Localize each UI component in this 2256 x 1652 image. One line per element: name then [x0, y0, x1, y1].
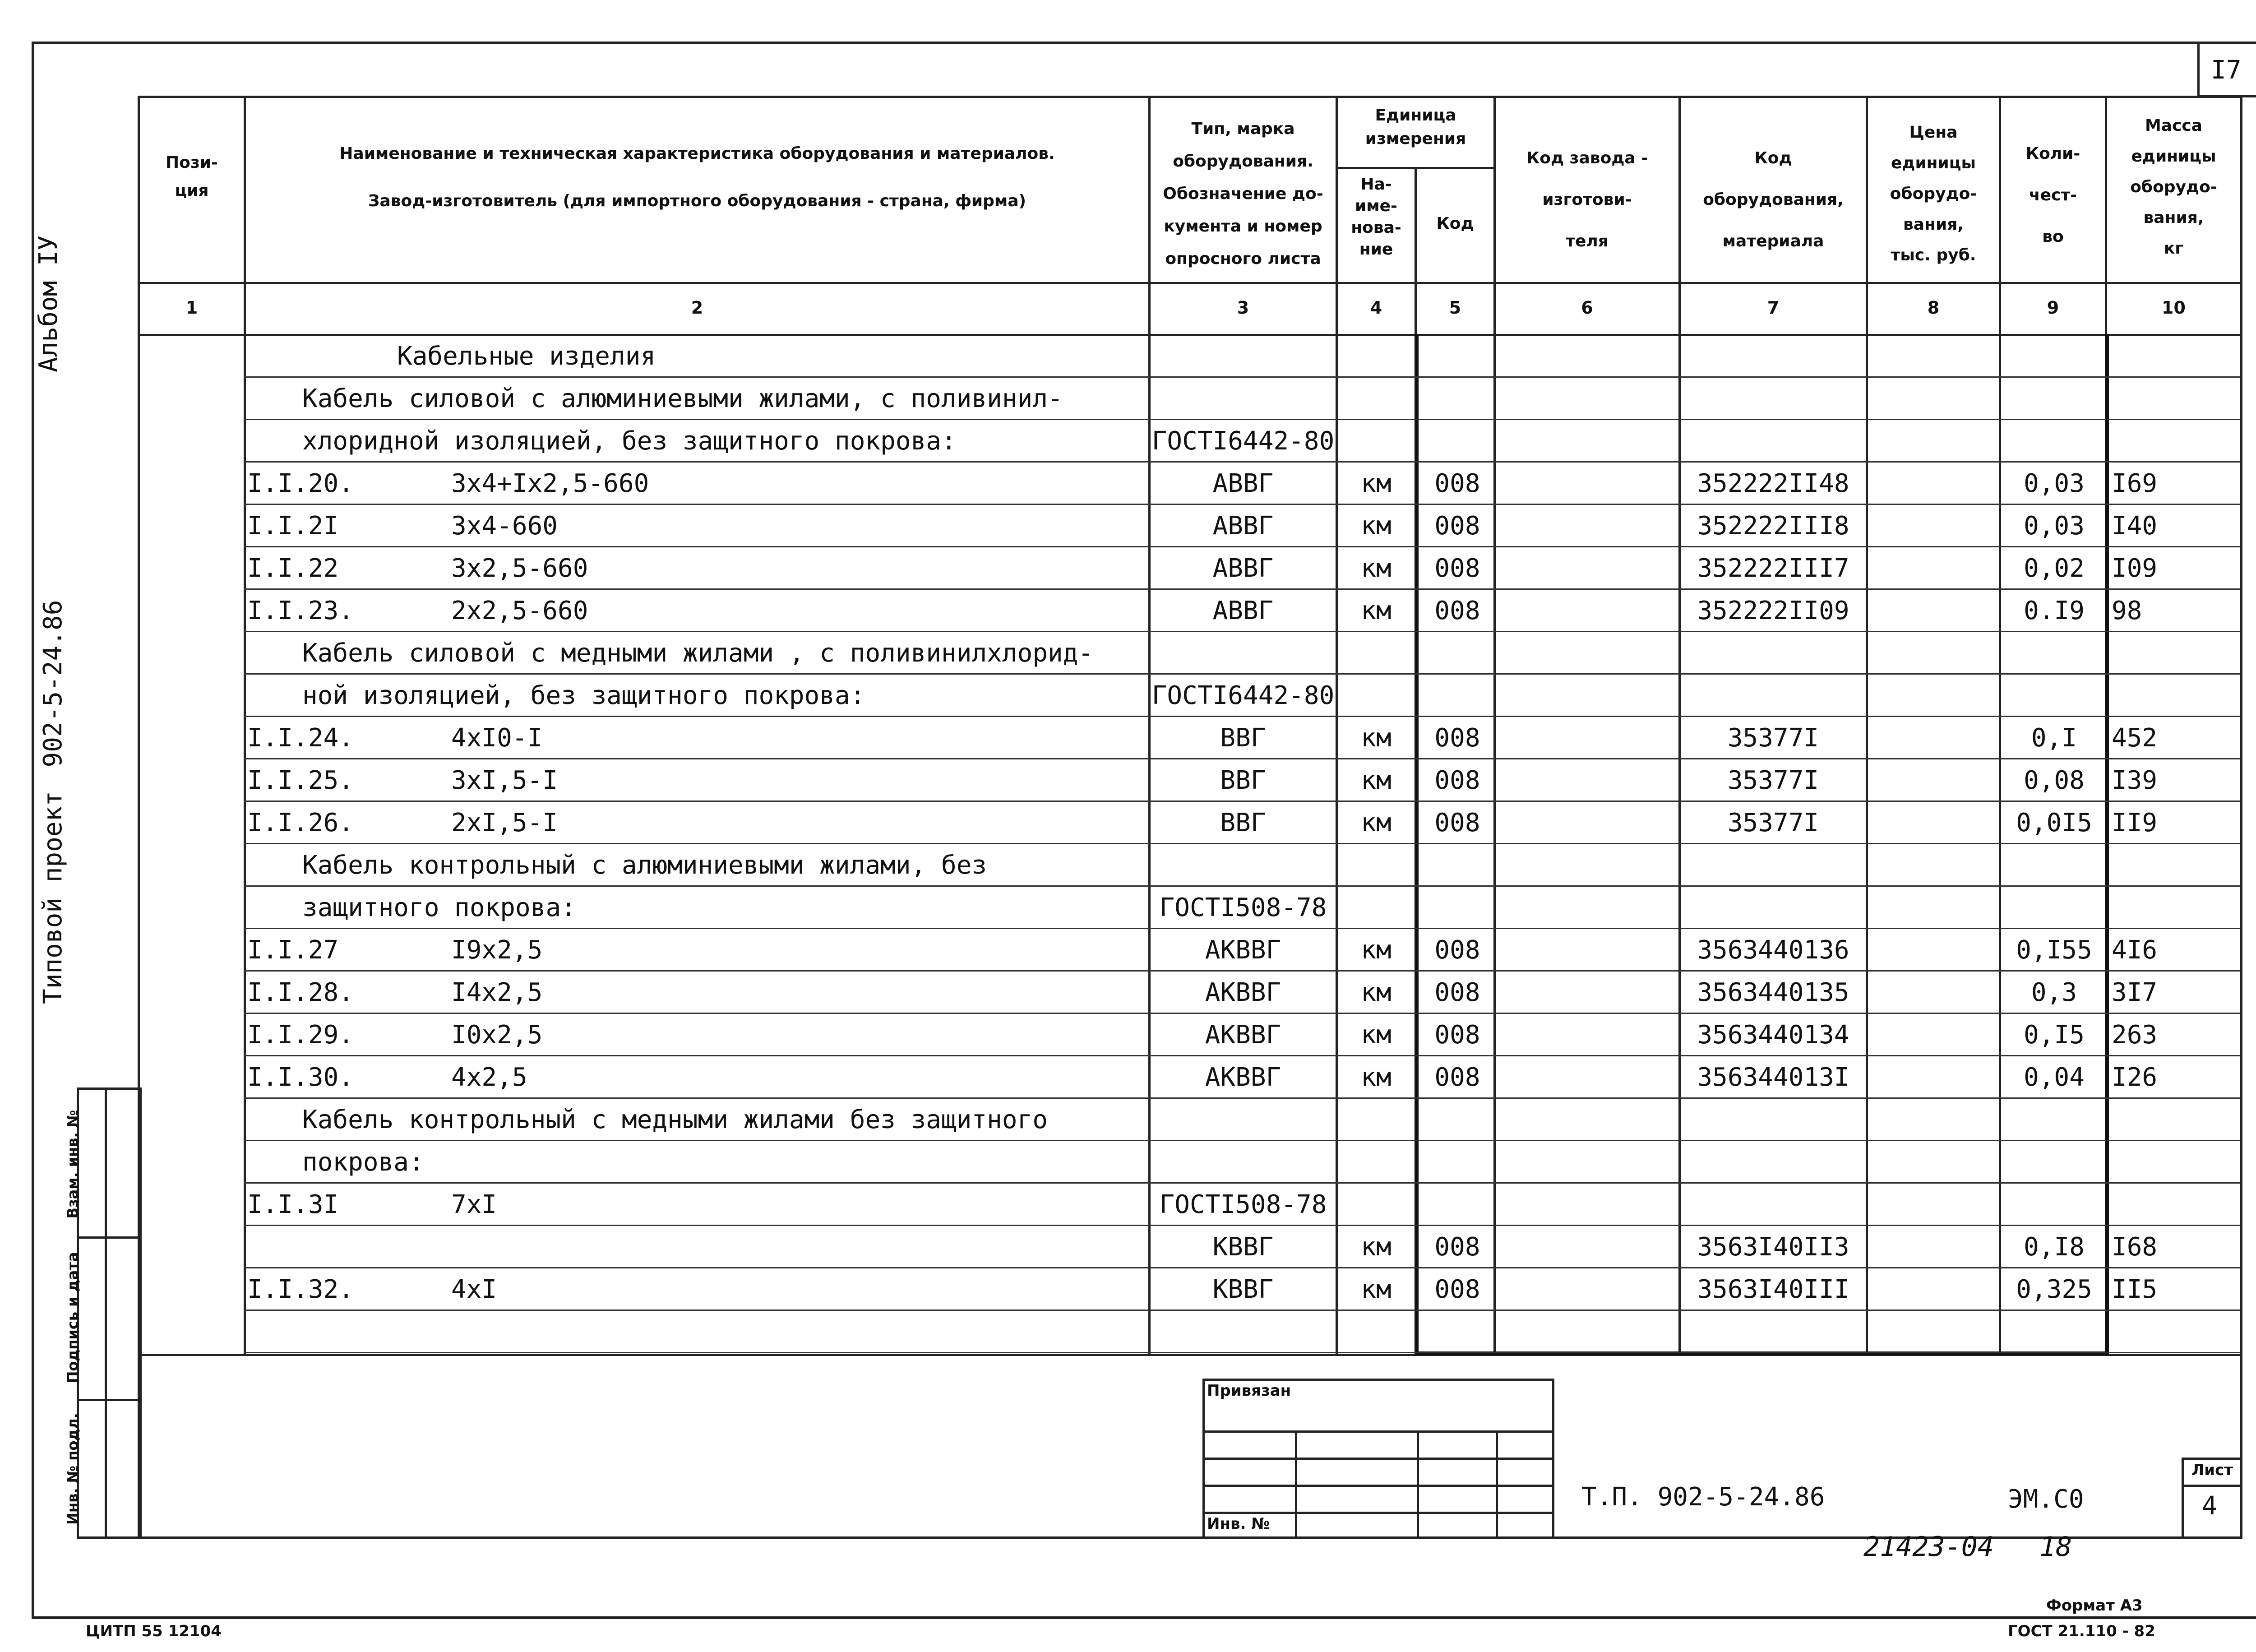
cell-position: I.I.29. [247, 1020, 354, 1050]
cell-unit: км [1361, 511, 1392, 541]
cell-mfr-code [1496, 589, 1678, 632]
cell-name: 4x2,5 [451, 1063, 527, 1092]
cell-position: I.I.20. [247, 469, 354, 498]
cell-position [247, 1310, 356, 1353]
cell-unit-code: 008 [1434, 511, 1480, 541]
cell-mfr-code [1496, 759, 1678, 801]
cell-mfr-code [1496, 547, 1678, 589]
cell-position: I.I.24. [247, 723, 354, 753]
cell-qty [2003, 1310, 2105, 1353]
cell-price [1868, 971, 1999, 1013]
cell-position: I.I.22 [247, 554, 339, 583]
colnum-8: 8 [1927, 298, 1940, 318]
hdr-eq-code: Код оборудования, материала [1703, 149, 1844, 250]
cell-unit-code: 008 [1434, 1020, 1480, 1050]
cell-unit-code [1421, 420, 1493, 462]
cell-mfr-code [1496, 674, 1678, 717]
colnum-4: 4 [1370, 298, 1382, 318]
cell-type [1151, 377, 1336, 420]
colnum-2: 2 [691, 298, 703, 318]
cell-price [1868, 504, 1999, 547]
cell-name: Кабельные изделия [397, 342, 656, 371]
cell-price [1868, 420, 1999, 462]
cell-qty [2003, 674, 2105, 717]
hdr-qty: Коли- чест- во [2025, 144, 2080, 246]
cell-mfr-code [1496, 462, 1678, 504]
cell-mfr-code [1496, 929, 1678, 971]
hdr-type: Тип, марка оборудования. Обозначение до- кумента и номер опросного листа [1163, 120, 1323, 268]
cell-name: Кабель контрольный с алюминиевыми жилами, без [302, 851, 987, 880]
cell-price [1868, 717, 1999, 759]
cell-unit [1338, 632, 1415, 674]
colnum-1: 1 [185, 298, 198, 318]
cell-name: Кабель силовой с алюминиевыми жилами, с поливинил- [302, 384, 1063, 413]
corner-sheet-number: I7 [2211, 56, 2242, 85]
colnum-5: 5 [1449, 298, 1461, 318]
cell-mfr-code [1496, 1056, 1678, 1098]
cell-name: I9x2,5 [451, 935, 543, 965]
cell-price [1868, 1183, 1999, 1226]
cell-unit-code [1421, 335, 1493, 377]
cell-eq-code [1681, 844, 1866, 886]
cell-qty: 0,04 [2024, 1063, 2085, 1092]
cell-name: хлоридной изоляцией, без защитного покрова: [302, 426, 957, 456]
cell-type: ВВГ [1220, 723, 1266, 753]
cell-type: КВВГ [1212, 1275, 1274, 1304]
cell-price [1868, 1098, 1999, 1141]
cell-mass [2112, 1183, 2240, 1226]
cell-qty [2003, 886, 2105, 929]
cell-mass [2112, 632, 2240, 674]
hdr-mfr-code: Код завода - изготови- теля [1526, 149, 1648, 250]
hdr-price: Цена единицы оборудо- вания, тыс. руб. [1890, 123, 1977, 264]
cell-eq-code [1681, 886, 1866, 929]
cell-price [1868, 844, 1999, 886]
cell-unit: км [1361, 935, 1392, 965]
cell-qty: 0,02 [2024, 554, 2085, 583]
cell-name: Кабель контрольный с медными жилами без защитного [302, 1105, 1048, 1134]
cell-qty: 0,I [2031, 723, 2077, 753]
stamp-signature-date: Подпись и дата [64, 1252, 81, 1384]
side-project-type: Типовой проект [38, 791, 68, 1004]
cell-unit: км [1361, 808, 1392, 838]
cell-unit-code: 008 [1434, 808, 1480, 838]
cell-unit-code [1421, 1183, 1493, 1226]
cell-mass: II9 [2112, 808, 2158, 838]
cell-qty [2003, 1141, 2105, 1183]
cell-eq-code [1681, 420, 1866, 462]
cell-unit-code: 008 [1434, 766, 1480, 795]
cell-mass [2112, 674, 2240, 717]
cell-qty: 0,0I5 [2016, 808, 2092, 838]
cell-unit-code: 008 [1434, 554, 1480, 583]
colnum-7: 7 [1767, 298, 1780, 318]
cell-type: АКВВГ [1205, 978, 1281, 1007]
cell-name: 3xI,5-I [451, 766, 558, 795]
cell-mass: 3I7 [2112, 978, 2158, 1007]
cell-eq-code: 35377I [1727, 808, 1819, 838]
cell-unit-code [1421, 674, 1493, 717]
cell-mfr-code [1496, 1268, 1678, 1310]
table-top [138, 96, 2242, 98]
cell-eq-code: 35634401З5 [1697, 978, 1849, 1007]
cell-type [1151, 1141, 1336, 1183]
format-label: Формат А3 [2046, 1596, 2143, 1615]
cell-mfr-code [1496, 1013, 1678, 1056]
cell-name: I4x2,5 [451, 978, 543, 1007]
cell-eq-code: 3563I40III [1697, 1275, 1849, 1304]
stamp-replace-inv: Взам. инв. № [64, 1110, 81, 1219]
cell-eq-code [1681, 1183, 1866, 1226]
cell-name: ной изоляцией, без защитного покрова: [302, 681, 865, 710]
cell-type: АВВГ [1212, 596, 1274, 625]
cell-unit-code [1421, 844, 1493, 886]
cell-name: I0x2,5 [451, 1020, 543, 1050]
cell-unit [1338, 1098, 1415, 1141]
cell-eq-code: 352222II09 [1697, 596, 1849, 625]
cell-unit-code: 008 [1434, 1232, 1480, 1262]
cell-position: I.I.2I [247, 511, 339, 541]
cell-price [1868, 1310, 1999, 1353]
cell-eq-code [1681, 335, 1866, 377]
cell-unit: км [1361, 554, 1392, 583]
cell-price [1868, 674, 1999, 717]
cell-mass [2112, 886, 2240, 929]
sheet-number: 4 [2202, 1491, 2217, 1521]
cell-unit [1338, 886, 1415, 929]
cell-type [1151, 1310, 1336, 1353]
cell-name: 7xI [451, 1190, 497, 1219]
cell-position: I.I.25. [247, 766, 354, 795]
cell-mass: 4I6 [2112, 935, 2158, 965]
cell-unit: км [1361, 1275, 1392, 1304]
cell-eq-code: 352222II48 [1697, 469, 1849, 498]
cell-type: ГОСТI508-78 [1159, 1190, 1327, 1219]
cell-unit-code: 008 [1434, 723, 1480, 753]
cell-position [247, 335, 356, 377]
cell-mfr-code [1496, 1141, 1678, 1183]
cell-type: АВВГ [1212, 554, 1274, 583]
cell-unit: км [1361, 1063, 1392, 1092]
cell-unit-code: 008 [1434, 935, 1480, 965]
cell-mfr-code [1496, 504, 1678, 547]
cell-type [1151, 844, 1336, 886]
cell-type [1151, 632, 1336, 674]
cell-name: 3x2,5-660 [451, 554, 588, 583]
cell-unit-code: 008 [1434, 1275, 1480, 1304]
cell-mass: I39 [2112, 766, 2158, 795]
cell-unit: км [1361, 723, 1392, 753]
cell-mfr-code [1496, 1310, 1678, 1353]
cell-mass [2112, 844, 2240, 886]
cell-price [1868, 801, 1999, 844]
cell-qty: 0,03 [2024, 511, 2085, 541]
cell-qty [2003, 1098, 2105, 1141]
cell-type: ГОСТI6442-80 [1151, 426, 1335, 456]
doc-mark: ЭМ.С0 [2008, 1485, 2084, 1514]
cell-position [247, 1226, 356, 1268]
cell-eq-code [1681, 1310, 1866, 1353]
cell-mass: I40 [2112, 511, 2158, 541]
cell-type: ГОСТI508-78 [1159, 893, 1327, 922]
cell-price [1868, 1056, 1999, 1098]
stamp-inv-orig: Инв. № подл. [64, 1413, 81, 1525]
cell-eq-code: 35377I [1727, 766, 1819, 795]
cell-price [1868, 1268, 1999, 1310]
cell-mfr-code [1496, 717, 1678, 759]
cell-name [451, 1226, 1146, 1268]
cell-mfr-code [1496, 1226, 1678, 1268]
cell-mfr-code [1496, 844, 1678, 886]
cell-eq-code [1681, 1098, 1866, 1141]
hdr-name-line2: Завод-изготовитель (для импортного оборудования - страна, фирма) [368, 192, 1026, 210]
cell-unit-code [1421, 632, 1493, 674]
colnum-6: 6 [1581, 298, 1593, 318]
cell-unit: км [1361, 978, 1392, 1007]
cell-qty [2003, 377, 2105, 420]
cell-name: 2x2,5-660 [451, 596, 588, 625]
cell-unit: км [1361, 596, 1392, 625]
hdr-unit-name: На- име- нова- ние [1351, 175, 1401, 259]
cell-type: АВВГ [1212, 469, 1274, 498]
cell-unit-code: 008 [1434, 978, 1480, 1007]
cell-mass [2112, 1098, 2240, 1141]
cell-mass: I69 [2112, 469, 2158, 498]
cell-eq-code: 352222III8 [1697, 511, 1849, 541]
cell-mass: I68 [2112, 1232, 2158, 1262]
cell-position: I.I.27 [247, 935, 339, 965]
cell-eq-code: 3563I40II3 [1697, 1232, 1849, 1262]
cell-name: 2xI,5-I [451, 808, 558, 838]
cell-qty: 0,I8 [2024, 1232, 2085, 1262]
cell-unit: км [1361, 766, 1392, 795]
cell-qty: 0,I5 [2024, 1020, 2085, 1050]
cell-unit [1338, 674, 1415, 717]
cell-price [1868, 462, 1999, 504]
cell-qty [2003, 420, 2105, 462]
cell-type [1151, 1098, 1336, 1141]
cell-price [1868, 759, 1999, 801]
cell-eq-code: 35634401З6 [1697, 935, 1849, 965]
inv-no-label: Инв. № [1207, 1515, 1270, 1533]
cell-unit-code [1421, 377, 1493, 420]
cell-price [1868, 1013, 1999, 1056]
cell-unit: км [1361, 1020, 1392, 1050]
cell-qty [2003, 844, 2105, 886]
sheet-label: Лист [2191, 1461, 2233, 1479]
cell-eq-code: 35634401ЗI [1697, 1063, 1849, 1092]
cell-position: I.I.3I [247, 1190, 339, 1219]
hdr-position: Пози- ция [166, 153, 218, 200]
cell-type: ВВГ [1220, 766, 1266, 795]
cell-unit-code: 008 [1434, 596, 1480, 625]
cell-qty: 0,3 [2031, 978, 2077, 1007]
cell-unit-code [1421, 886, 1493, 929]
doc-code: Т.П. 902-5-24.86 [1581, 1482, 1825, 1512]
cell-mfr-code [1496, 377, 1678, 420]
cell-name: 3x4+Ix2,5-660 [451, 469, 649, 498]
cell-mfr-code [1496, 632, 1678, 674]
cell-mass [2112, 1310, 2240, 1353]
cell-name: 3x4-660 [451, 511, 558, 541]
cell-name: 4xI [451, 1275, 497, 1304]
cell-mfr-code [1496, 886, 1678, 929]
cell-mfr-code [1496, 1183, 1678, 1226]
cell-position: I.I.26. [247, 808, 354, 838]
cell-qty: 0.I9 [2024, 596, 2085, 625]
cell-mfr-code [1496, 1098, 1678, 1141]
cell-qty [2003, 632, 2105, 674]
cell-mass [2112, 1141, 2240, 1183]
cell-type: АКВВГ [1205, 935, 1281, 965]
cell-mass: 263 [2112, 1020, 2158, 1050]
cell-eq-code [1681, 674, 1866, 717]
cell-unit [1338, 377, 1415, 420]
cell-qty: 0,08 [2024, 766, 2085, 795]
cell-price [1868, 377, 1999, 420]
cell-qty: 0,I55 [2016, 935, 2092, 965]
cell-type: АВВГ [1212, 511, 1274, 541]
cell-position: I.I.23. [247, 596, 354, 625]
cell-mass: II5 [2112, 1275, 2158, 1304]
gost-label: ГОСТ 21.110 - 82 [2008, 1622, 2155, 1640]
handwritten-archive-no: 21423-04 [1863, 1531, 1994, 1563]
cell-type: КВВГ [1212, 1232, 1274, 1262]
hdr-name-line1: Наименование и техническая характеристика оборудования и материалов. [339, 144, 1055, 163]
colnum-10: 10 [2162, 298, 2186, 318]
cell-eq-code [1681, 632, 1866, 674]
cell-price [1868, 1141, 1999, 1183]
cell-unit [1338, 844, 1415, 886]
cell-mass: I26 [2112, 1063, 2158, 1092]
cell-qty: 0,03 [2024, 469, 2085, 498]
cell-unit: км [1361, 1232, 1392, 1262]
cell-price [1868, 589, 1999, 632]
cell-price [1868, 886, 1999, 929]
cell-mass: I09 [2112, 554, 2158, 583]
cell-unit-code: 008 [1434, 469, 1480, 498]
side-album: Альбом IУ [34, 235, 63, 372]
cell-name [451, 1310, 1146, 1353]
cell-unit-code: 008 [1434, 1063, 1480, 1092]
cell-unit-code [1421, 1098, 1493, 1141]
cell-unit: км [1361, 469, 1392, 498]
cell-mfr-code [1496, 801, 1678, 844]
cell-name: защитного покрова: [302, 893, 576, 922]
cell-unit [1338, 420, 1415, 462]
cell-type: АКВВГ [1205, 1063, 1281, 1092]
tsitp-label: ЦИТП 55 12104 [86, 1622, 222, 1640]
cell-unit [1338, 1183, 1415, 1226]
cell-qty [2003, 335, 2105, 377]
hdr-unit-code: Код [1436, 214, 1474, 233]
cell-mass: 452 [2112, 723, 2158, 753]
cell-unit [1338, 1141, 1415, 1183]
cell-eq-code [1681, 1141, 1866, 1183]
cell-position: I.I.32. [247, 1275, 354, 1304]
cell-mfr-code [1496, 420, 1678, 462]
cell-price [1868, 547, 1999, 589]
cell-unit-code [1421, 1141, 1493, 1183]
cell-name: 4xI0-I [451, 723, 543, 753]
cell-mfr-code [1496, 335, 1678, 377]
cell-price [1868, 632, 1999, 674]
cell-price [1868, 929, 1999, 971]
cell-name: покрова: [302, 1148, 424, 1177]
cell-price [1868, 335, 1999, 377]
colnum-3: 3 [1237, 298, 1249, 318]
cell-position: I.I.28. [247, 978, 354, 1007]
cell-eq-code: 352222III7 [1697, 554, 1849, 583]
cell-eq-code [1681, 377, 1866, 420]
cell-name: Кабель силовой с медными жилами , с поливинилхлорид- [302, 639, 1094, 668]
handwritten-archive-sheet: 18 [2039, 1531, 2072, 1563]
cell-type: ГОСТI6442-80 [1151, 681, 1335, 710]
cell-price [1868, 1226, 1999, 1268]
cell-unit-code [1421, 1310, 1493, 1353]
cell-mass [2112, 377, 2240, 420]
cell-unit [1338, 1310, 1415, 1353]
cell-mfr-code [1496, 971, 1678, 1013]
hdr-unit: Единица измерения [1365, 106, 1466, 148]
cell-qty: 0,325 [2016, 1275, 2092, 1304]
cell-mass [2112, 420, 2240, 462]
cell-type: ВВГ [1220, 808, 1266, 838]
cell-eq-code: 35634401З4 [1697, 1020, 1849, 1050]
cell-type: АКВВГ [1205, 1020, 1281, 1050]
cell-position: I.I.30. [247, 1063, 354, 1092]
cell-type [1151, 335, 1336, 377]
hdr-mass: Масса единицы оборудо- вания, кг [2130, 116, 2217, 258]
cell-mass [2112, 335, 2240, 377]
side-project-code: 902-5-24.86 [38, 600, 68, 768]
cell-unit [1338, 335, 1415, 377]
cell-mass: 98 [2112, 596, 2142, 625]
cell-qty [2003, 1183, 2105, 1226]
colnum-9: 9 [2047, 298, 2059, 318]
attached-label: Привязан [1207, 1382, 1291, 1400]
cell-eq-code: 35377I [1727, 723, 1819, 753]
